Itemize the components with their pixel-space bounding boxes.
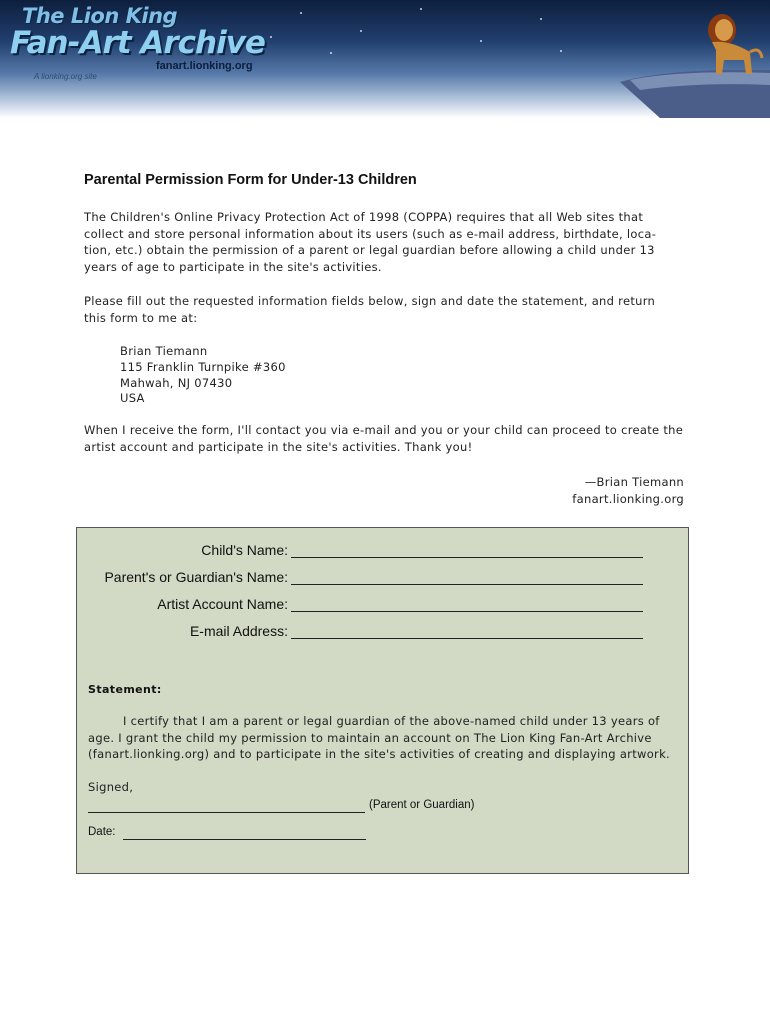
artist-account-field[interactable] [291, 611, 643, 612]
signature-note: (Parent or Guardian) [369, 799, 475, 811]
logo-title-top: The Lion King [22, 4, 178, 28]
statement-text: I certify that I am a parent or legal guardian of the above-named child under 13 years of age. I grant the child my permission to maintain an account on The Lion King Fan-Art Archive (fanart.lionking.org) and to participate in the site's activities of creating and displaying artwork. [88, 714, 670, 761]
email-label: E-mail Address: [189, 623, 288, 639]
closing-paragraph: When I receive the form, I'll contact you via e-mail and you or your child can proceed to create the artist account and participate in the site's activities. Thank you! [84, 423, 684, 454]
date-label: Date: [88, 826, 116, 838]
parent-name-field[interactable] [291, 584, 643, 585]
signature-name: —Brian Tiemann [584, 475, 684, 489]
header-banner [0, 0, 770, 118]
signed-label: Signed, [88, 780, 134, 794]
instructions-paragraph: Please fill out the requested information fields below, sign and date the statement, and return this form to me at: [84, 294, 656, 325]
childs-name-field[interactable] [291, 557, 643, 558]
childs-name-label: Child's Name: [201, 542, 288, 558]
artist-account-label: Artist Account Name: [157, 596, 288, 612]
address-line: Mahwah, NJ 07430 [120, 375, 233, 390]
mailing-address [120, 344, 286, 407]
date-field[interactable] [123, 839, 366, 840]
logo-url: fanart.lionking.org [156, 60, 253, 72]
statement-heading: Statement: [88, 683, 162, 696]
pride-rock-lion-illustration [600, 0, 770, 118]
address-line: 115 Franklin Turnpike #360 [120, 359, 286, 374]
parent-name-label: Parent's or Guardian's Name: [104, 569, 288, 585]
logo-title-main: Fan-Art Archive [10, 25, 265, 61]
author-signature [440, 474, 684, 507]
email-field[interactable] [291, 638, 643, 639]
address-line: Brian Tiemann [120, 344, 208, 358]
permission-form-box [76, 527, 689, 874]
page-title: Parental Permission Form for Under-13 Children [84, 172, 417, 188]
signature-site: fanart.lionking.org [572, 491, 684, 506]
address-line: USA [120, 391, 145, 406]
logo-subtitle: A lionking.org site [34, 72, 97, 81]
intro-paragraph: The Children's Online Privacy Protection Act of 1998 (COPPA) requires that all Web sites that collect and store personal information about its users (such as e-mail address, birthdate, loca-tion, etc.) obtain the permission of a parent or legal guardian before allowing a child under 13 years of age to participate in the site's activities. [84, 210, 657, 274]
signature-field[interactable] [88, 812, 365, 813]
